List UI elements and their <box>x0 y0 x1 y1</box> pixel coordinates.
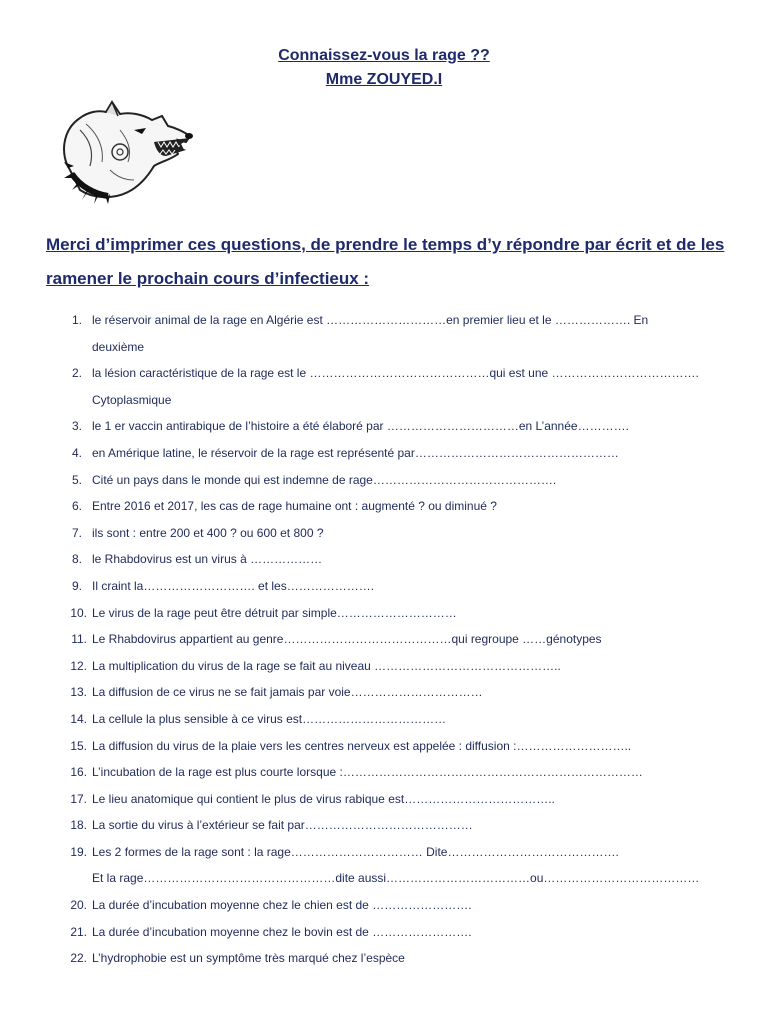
question-text: La diffusion de ce virus ne se fait jamais par voie…………………………… <box>92 685 483 700</box>
question-number: 10. <box>70 605 87 620</box>
question-number: 21. <box>70 924 87 939</box>
question-item <box>0 440 768 467</box>
question-number: 11. <box>71 632 87 647</box>
question-text: La diffusion du virus de la plaie vers les centres nerveux est appelée : diffusion :……………………….. <box>92 738 632 753</box>
question-text: Les 2 formes de la rage sont : la rage…………………………… Dite……………………………………. <box>92 844 619 859</box>
question-number: 15. <box>70 738 87 753</box>
question-text: ils sont : entre 200 et 400 ? ou 600 et 800 ? <box>92 525 324 540</box>
question-number: 5. <box>71 472 82 487</box>
question-text: La sortie du virus à l’extérieur se fait par…………………………………… <box>92 818 473 833</box>
question-number: 2. <box>71 366 82 381</box>
question-text: Entre 2016 et 2017, les cas de rage humaine ont : augmenté ? ou diminué ? <box>92 499 497 514</box>
question-number: 12. <box>70 658 87 673</box>
question-item <box>0 600 768 627</box>
question-number: 17. <box>70 791 87 806</box>
question-item <box>0 759 768 786</box>
question-item <box>0 706 768 733</box>
question-item <box>0 546 768 573</box>
question-list <box>0 307 768 972</box>
question-number: 16. <box>70 765 87 780</box>
question-text: Cité un pays dans le monde qui est indemne de rage………………………………………. <box>92 472 557 487</box>
instructions-heading: Merci d’imprimer ces questions, de prendre le temps d’y répondre par écrit et de les ramener le prochain cours d’infectieux : <box>46 235 725 288</box>
question-item <box>0 892 768 919</box>
question-item <box>0 573 768 600</box>
question-text: La durée d’incubation moyenne chez le bovin est de ……………………. <box>92 924 472 939</box>
question-text: L’incubation de la rage est plus courte lorsque :………………………………………………………………… <box>92 765 643 780</box>
question-number: 19. <box>70 844 87 859</box>
question-text: Et la rage…………………………………………dite aussi………………………………ou………………………………… <box>92 871 700 886</box>
document-author: Mme ZOUYED.I <box>325 71 443 88</box>
question-text: La durée d’incubation moyenne chez le chien est de ……………………. <box>92 898 472 913</box>
question-item <box>0 626 768 653</box>
question-item <box>0 919 768 946</box>
question-text: La cellule la plus sensible à ce virus est……………………………… <box>92 711 447 726</box>
question-item <box>0 812 768 839</box>
question-number: 9. <box>71 578 82 593</box>
document-title: Connaissez-vous la rage ?? <box>278 47 490 64</box>
question-text: Le Rhabdovirus appartient au genre……………………………………qui regroupe ……génotypes <box>92 632 602 647</box>
question-item <box>0 679 768 706</box>
question-text: La multiplication du virus de la rage se fait au niveau ……………………………………….. <box>92 658 561 673</box>
question-text: la lésion caractéristique de la rage est le ………………………………………qui est une ………………………………. <box>92 366 699 381</box>
question-text: le Rhabdovirus est un virus à ……………… <box>92 552 323 567</box>
question-item <box>0 307 768 334</box>
question-number: 4. <box>71 445 82 460</box>
question-item <box>0 360 768 387</box>
question-item <box>0 653 768 680</box>
snarling-wolf-icon <box>50 100 196 204</box>
question-number: 6. <box>71 499 82 514</box>
question-number: 7. <box>71 525 82 540</box>
question-item <box>0 413 768 440</box>
question-text: Il craint la………………………. et les…………………. <box>92 578 375 593</box>
question-number: 22. <box>70 951 87 966</box>
question-item <box>0 493 768 520</box>
question-item <box>0 520 768 547</box>
question-continuation <box>0 865 768 892</box>
question-text: Cytoplasmique <box>92 392 172 407</box>
question-number: 14. <box>70 711 87 726</box>
question-text: Le virus de la rage peut être détruit par simple………………………… <box>92 605 457 620</box>
question-number: 18. <box>70 818 87 833</box>
question-number: 1. <box>71 313 82 327</box>
question-item <box>0 945 768 972</box>
question-text: le réservoir animal de la rage en Algérie est …………………………en premier lieu et le ………………. En <box>92 313 649 327</box>
question-number: 13. <box>70 685 87 700</box>
question-text: le 1 er vaccin antirabique de l’histoire a été élaboré par ……………………………en L’année…………. <box>92 419 629 434</box>
question-text: deuxième <box>92 339 145 354</box>
question-number: 20. <box>70 898 87 913</box>
question-continuation <box>0 387 768 414</box>
question-text: L’hydrophobie est un symptôme très marqué chez l’espèce <box>92 951 405 966</box>
question-number: 8. <box>71 552 82 567</box>
question-number: 3. <box>71 419 82 434</box>
question-continuation <box>0 334 768 361</box>
question-item <box>0 467 768 494</box>
question-text: en Amérique latine, le réservoir de la rage est représenté par…………………………………………… <box>92 445 619 460</box>
question-item <box>0 839 768 866</box>
question-item <box>0 733 768 760</box>
question-text: Le lieu anatomique qui contient le plus de virus rabique est……………………………….. <box>92 791 555 806</box>
question-item <box>0 786 768 813</box>
